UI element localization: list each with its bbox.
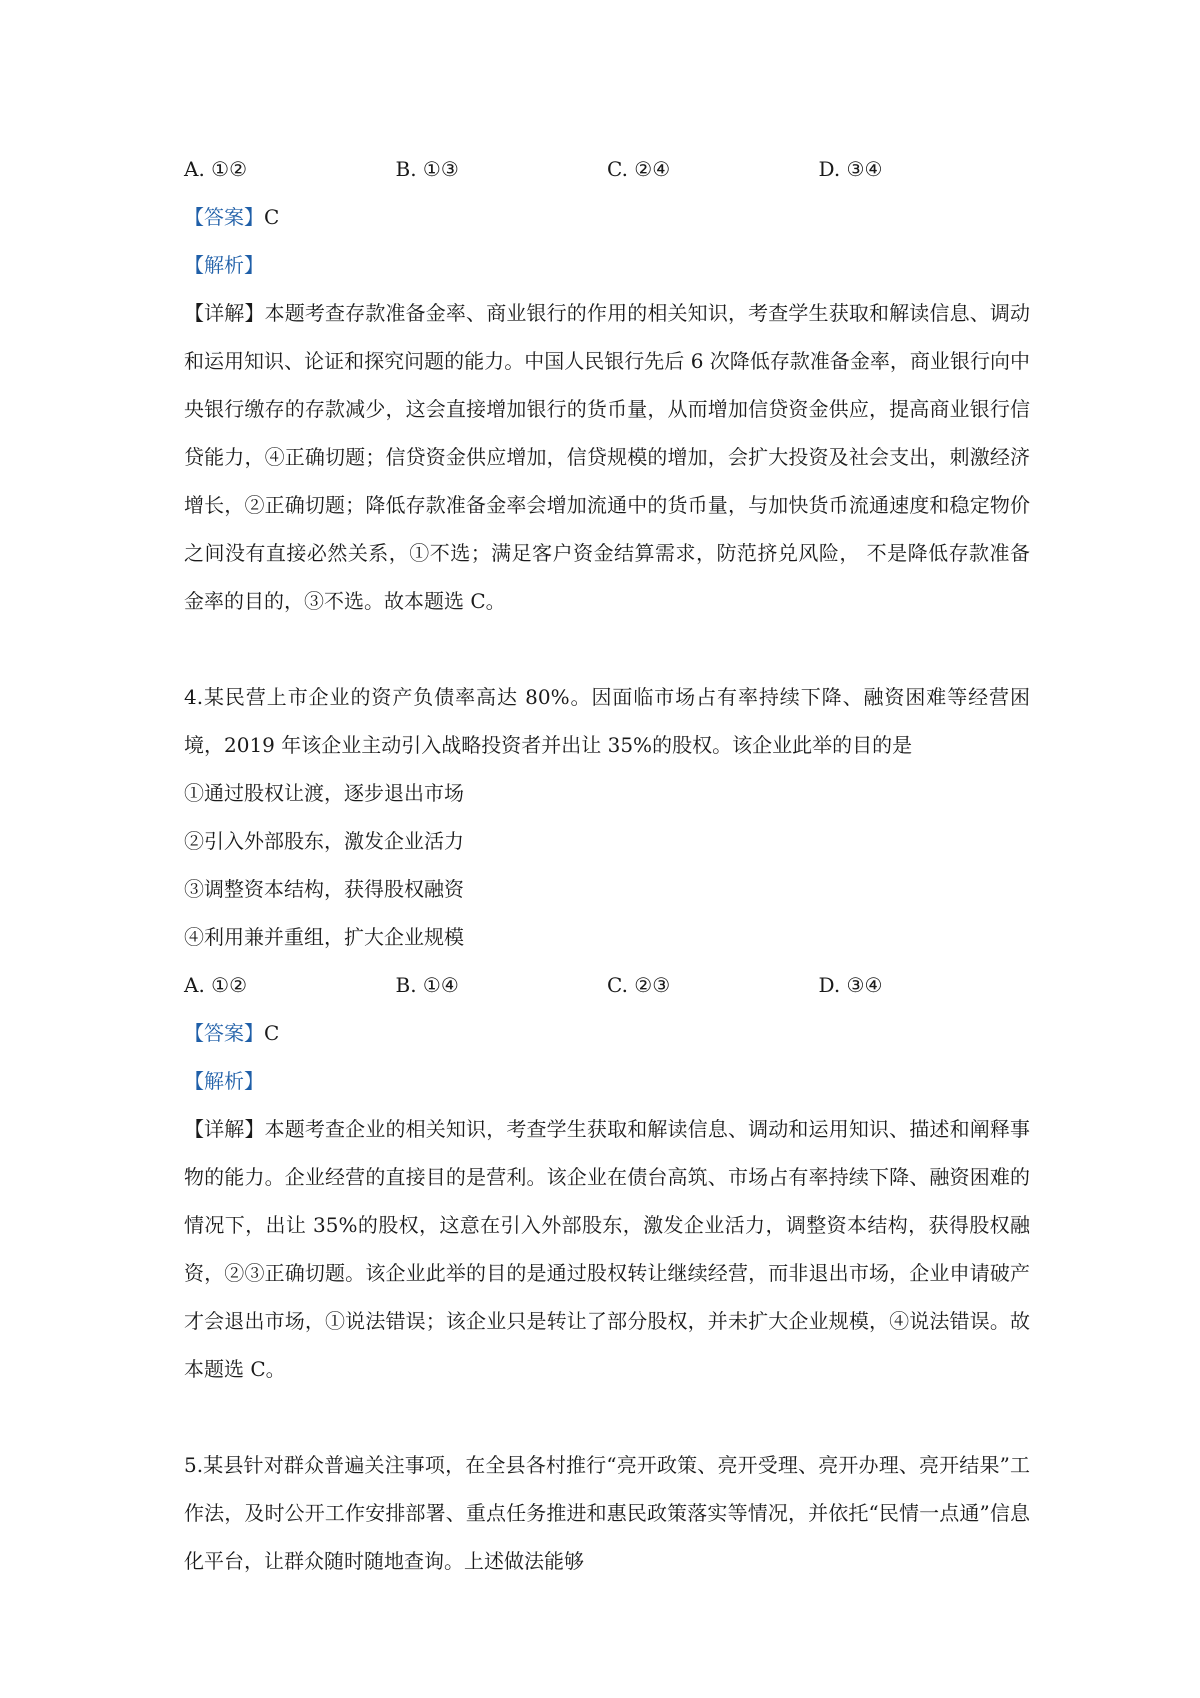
q4-stem: 4.某民营上市企业的资产负债率高达 80%。因面临市场占有率持续下降、融资困难等经营困境，2019 年该企业主动引入战略投资者并出让 35%的股权。该企业此举的目的是 [184, 685, 1030, 757]
q4-option-a: A. ①② [184, 973, 248, 997]
q3-option-a: A. ①② [184, 157, 248, 181]
q4-detail-paragraph [184, 1105, 1030, 1393]
q5-stem: 5.某县针对群众普遍关注事项，在全县各村推行“亮开政策、亮开受理、亮开办理、亮开结果”工作法，及时公开工作安排部署、重点任务推进和惠民政策落实等情况，并依托“民情一点通”信息化平台，让群众随时随地查询。上述做法能够 [184, 1453, 1030, 1573]
q3-option-c: C. ②④ [607, 157, 671, 181]
q4-item-3: ③调整资本结构，获得股权融资 [184, 877, 464, 901]
q3-answer-tag: 【答案】 [184, 205, 264, 229]
q3-option-d: D. ③④ [818, 157, 883, 181]
q4-analysis-tag: 【解析】 [184, 1069, 264, 1093]
q3-answer: C [264, 205, 280, 229]
q4-option-b: B. ①④ [395, 973, 459, 997]
q3-options [184, 145, 1030, 193]
q4-answer-tag: 【答案】 [184, 1021, 264, 1045]
q3-detail-text: 本题考查存款准备金率、商业银行的作用的相关知识，考查学生获取和解读信息、调动和运用知识、论证和探究问题的能力。中国人民银行先后 6 次降低存款准备金率，商业银行向中央银行缴存的存款减少，这会直接增加银行的货币量，从而增加信贷资金供应，提高商业银行信贷能力，④正确切题；信贷资金供应增加，信贷规模的增加，会扩大投资及社会支出，刺激经济增长，②正确切题；降低存款准备金率会增加流通中的货币量，与加快货币流通速度和稳定物价之间没有直接必然关系，①不选；满足客户资金结算需求，防范挤兑风险， 不是降低存款准备金率的目的，③不选。故本题选 C。 [184, 301, 1031, 613]
q4-option-d: D. ③④ [818, 973, 883, 997]
q4-options [184, 961, 1030, 1009]
q3-detail-tag: 【详解】 [184, 301, 265, 325]
page-content [184, 145, 1030, 1585]
q4-detail-tag: 【详解】 [184, 1117, 265, 1141]
q4-item-4: ④利用兼并重组，扩大企业规模 [184, 925, 464, 949]
q3-analysis-tag: 【解析】 [184, 253, 264, 277]
spacer [184, 1393, 1030, 1441]
q4-analysis-line [184, 1057, 1030, 1105]
spacer [184, 625, 1030, 673]
q3-option-b: B. ①③ [395, 157, 459, 181]
q4-item-2: ②引入外部股东，激发企业活力 [184, 829, 464, 853]
q4-item-1: ①通过股权让渡，逐步退出市场 [184, 781, 464, 805]
q3-detail-paragraph [184, 289, 1030, 625]
q4-option-c: C. ②③ [607, 973, 671, 997]
q3-answer-line [184, 193, 1030, 241]
q4-detail-text: 本题考查企业的相关知识，考查学生获取和解读信息、调动和运用知识、描述和阐释事物的能力。企业经营的直接目的是营利。该企业在债台高筑、市场占有率持续下降、融资困难的情况下，出让 35%的股权，这意在引入外部股东，激发企业活力，调整资本结构，获得股权融资，②③正确切题。该企业此举的目的是通过股权转让继续经营，而非退出市场，企业申请破产才会退出市场，①说法错误；该企业只是转让了部分股权，并未扩大企业规模，④说法错误。故本题选 C。 [184, 1117, 1031, 1381]
q4-answer-line [184, 1009, 1030, 1057]
q3-analysis-line [184, 241, 1030, 289]
q4-answer: C [264, 1021, 280, 1045]
